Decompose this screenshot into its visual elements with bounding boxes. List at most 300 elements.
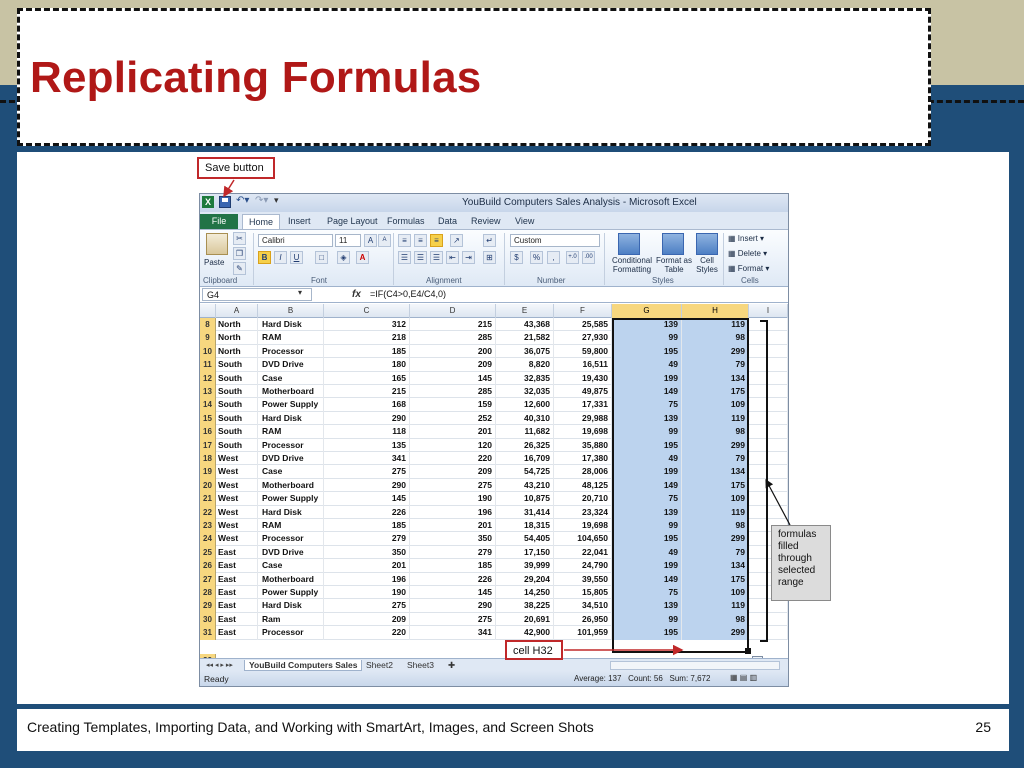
cell-f[interactable]: 16,511 [554, 358, 612, 371]
cell-i[interactable] [749, 425, 788, 438]
cell-f[interactable]: 29,988 [554, 412, 612, 425]
cell-h[interactable]: 119 [682, 506, 749, 519]
cell-g[interactable]: 139 [612, 506, 682, 519]
row-header[interactable]: 20 [200, 479, 216, 492]
cell-i[interactable] [749, 626, 788, 639]
cell-c[interactable]: 145 [324, 492, 410, 505]
font-color-icon[interactable]: A [356, 251, 369, 264]
cell-f[interactable]: 25,585 [554, 318, 612, 331]
cell-c[interactable]: 118 [324, 425, 410, 438]
cell-c[interactable]: 275 [324, 599, 410, 612]
cell-e[interactable]: 8,820 [496, 358, 554, 371]
cell-h[interactable]: 299 [682, 345, 749, 358]
cell-e[interactable]: 26,325 [496, 439, 554, 452]
cell-e[interactable]: 54,405 [496, 532, 554, 545]
cell-d[interactable]: 275 [410, 479, 496, 492]
cell-e[interactable]: 31,414 [496, 506, 554, 519]
cell-h[interactable]: 79 [682, 452, 749, 465]
column-header-f[interactable]: F [554, 304, 612, 318]
paste-icon[interactable] [206, 233, 228, 255]
row-header[interactable]: 10 [200, 345, 216, 358]
cell-h[interactable]: 98 [682, 519, 749, 532]
bold-button[interactable]: B [258, 251, 271, 264]
column-header-a[interactable]: A [216, 304, 258, 318]
cell-region[interactable]: South [216, 385, 258, 398]
cell-g[interactable]: 149 [612, 479, 682, 492]
cell-i[interactable] [749, 599, 788, 612]
cell-d[interactable]: 159 [410, 398, 496, 411]
row-header[interactable]: 11 [200, 358, 216, 371]
cell-g[interactable]: 199 [612, 372, 682, 385]
cell-f[interactable]: 26,950 [554, 613, 612, 626]
function-icon[interactable]: fx [352, 289, 361, 300]
cell-d[interactable]: 290 [410, 599, 496, 612]
fill-color-icon[interactable]: ◈ [337, 251, 350, 264]
cell-d[interactable]: 185 [410, 559, 496, 572]
percent-button[interactable]: % [530, 251, 543, 264]
cell-region[interactable]: West [216, 506, 258, 519]
underline-button[interactable]: U [290, 251, 303, 264]
cell-region[interactable]: East [216, 559, 258, 572]
row-header[interactable]: 26 [200, 559, 216, 572]
cell-f[interactable]: 17,380 [554, 452, 612, 465]
cell-i[interactable] [749, 398, 788, 411]
cell-product[interactable]: Motherboard [258, 479, 324, 492]
cell-h[interactable]: 119 [682, 318, 749, 331]
format-as-table-icon[interactable] [662, 233, 684, 255]
row-header[interactable]: 14 [200, 398, 216, 411]
select-all-corner[interactable] [200, 304, 216, 318]
cell-c[interactable]: 168 [324, 398, 410, 411]
cell-e[interactable]: 43,210 [496, 479, 554, 492]
cell-region[interactable]: East [216, 626, 258, 639]
cell-d[interactable]: 190 [410, 492, 496, 505]
cell-c[interactable]: 190 [324, 586, 410, 599]
orientation-icon[interactable]: ↗ [450, 234, 463, 247]
formula-input[interactable]: =IF(C4>0,E4/C4,0) [370, 289, 447, 299]
cell-g[interactable]: 195 [612, 532, 682, 545]
cell-c[interactable]: 220 [324, 626, 410, 639]
cell-region[interactable]: West [216, 479, 258, 492]
cell-product[interactable]: Ram [258, 613, 324, 626]
cell-e[interactable]: 21,582 [496, 331, 554, 344]
column-header-i[interactable]: I [749, 304, 788, 318]
row-header[interactable]: 13 [200, 385, 216, 398]
cell-product[interactable]: Hard Disk [258, 412, 324, 425]
cell-e[interactable]: 36,075 [496, 345, 554, 358]
row-header[interactable]: 28 [200, 586, 216, 599]
align-bottom-icon[interactable]: ≡ [430, 234, 443, 247]
cell-c[interactable]: 185 [324, 519, 410, 532]
cell-e[interactable]: 29,204 [496, 573, 554, 586]
cell-i[interactable] [749, 479, 788, 492]
row-header[interactable]: 24 [200, 532, 216, 545]
cell-e[interactable]: 39,999 [496, 559, 554, 572]
cell-product[interactable]: Hard Disk [258, 318, 324, 331]
cell-c[interactable]: 215 [324, 385, 410, 398]
cell-g[interactable]: 49 [612, 358, 682, 371]
cell-e[interactable]: 12,600 [496, 398, 554, 411]
cell-g[interactable]: 149 [612, 385, 682, 398]
cell-f[interactable]: 22,041 [554, 546, 612, 559]
increase-indent-icon[interactable]: ⇥ [462, 251, 475, 264]
cell-h[interactable]: 134 [682, 559, 749, 572]
cell-g[interactable]: 99 [612, 519, 682, 532]
cell-c[interactable]: 290 [324, 479, 410, 492]
row-header[interactable]: 12 [200, 372, 216, 385]
cell-i[interactable] [749, 358, 788, 371]
cell-e[interactable]: 38,225 [496, 599, 554, 612]
cell-product[interactable]: Power Supply [258, 586, 324, 599]
cell-product[interactable]: Motherboard [258, 385, 324, 398]
cell-c[interactable]: 312 [324, 318, 410, 331]
cell-f[interactable]: 101,959 [554, 626, 612, 639]
insert-cells-button[interactable]: ▦ Insert ▾ [728, 234, 765, 243]
cell-g[interactable]: 99 [612, 425, 682, 438]
cell-f[interactable]: 48,125 [554, 479, 612, 492]
cell-i[interactable] [749, 465, 788, 478]
cell-h[interactable]: 134 [682, 372, 749, 385]
conditional-formatting-button[interactable]: Conditional Formatting [611, 256, 653, 274]
format-painter-icon[interactable]: ✎ [233, 262, 246, 275]
cut-icon[interactable]: ✂ [233, 232, 246, 245]
merge-center-icon[interactable]: ⊞ [483, 251, 496, 264]
cell-product[interactable]: Processor [258, 626, 324, 639]
cell-product[interactable]: Power Supply [258, 492, 324, 505]
cell-i[interactable] [749, 385, 788, 398]
name-box[interactable]: G4 [202, 288, 312, 301]
cell-g[interactable]: 195 [612, 345, 682, 358]
cell-h[interactable]: 98 [682, 425, 749, 438]
cell-region[interactable]: South [216, 398, 258, 411]
cell-e[interactable]: 18,315 [496, 519, 554, 532]
cell-i[interactable] [749, 372, 788, 385]
cell-region[interactable]: East [216, 586, 258, 599]
grow-font-icon[interactable]: A [364, 234, 377, 247]
cell-e[interactable]: 17,150 [496, 546, 554, 559]
cell-i[interactable] [749, 331, 788, 344]
row-header[interactable]: 16 [200, 425, 216, 438]
tab-data[interactable]: Data [438, 216, 458, 226]
cell-d[interactable]: 201 [410, 519, 496, 532]
cell-e[interactable]: 54,725 [496, 465, 554, 478]
cell-product[interactable]: Motherboard [258, 573, 324, 586]
cell-h[interactable]: 119 [682, 412, 749, 425]
cell-region[interactable]: East [216, 599, 258, 612]
cell-h[interactable]: 175 [682, 385, 749, 398]
cell-e[interactable]: 16,709 [496, 452, 554, 465]
cell-region[interactable]: East [216, 573, 258, 586]
cell-g[interactable]: 99 [612, 613, 682, 626]
chevron-down-icon[interactable]: ▾ [298, 288, 303, 297]
cell-h[interactable]: 79 [682, 546, 749, 559]
row-header[interactable]: 30 [200, 613, 216, 626]
cell-f[interactable]: 15,805 [554, 586, 612, 599]
tab-file[interactable]: File [200, 214, 238, 229]
cell-styles-icon[interactable] [696, 233, 718, 255]
cell-g[interactable]: 49 [612, 546, 682, 559]
cell-c[interactable]: 165 [324, 372, 410, 385]
cell-d[interactable]: 285 [410, 385, 496, 398]
cell-region[interactable]: West [216, 519, 258, 532]
cell-d[interactable]: 350 [410, 532, 496, 545]
cell-product[interactable]: Processor [258, 532, 324, 545]
cell-product[interactable]: Hard Disk [258, 506, 324, 519]
cell-g[interactable]: 49 [612, 452, 682, 465]
tab-view[interactable]: View [515, 216, 535, 226]
cell-h[interactable]: 134 [682, 465, 749, 478]
cell-e[interactable]: 32,835 [496, 372, 554, 385]
cell-g[interactable]: 199 [612, 465, 682, 478]
cell-f[interactable]: 104,650 [554, 532, 612, 545]
cell-h[interactable]: 109 [682, 586, 749, 599]
cell-i[interactable] [749, 452, 788, 465]
cell-region[interactable]: North [216, 331, 258, 344]
cell-i[interactable] [749, 613, 788, 626]
cell-region[interactable]: South [216, 425, 258, 438]
cell-c[interactable]: 350 [324, 546, 410, 559]
cell-c[interactable]: 290 [324, 412, 410, 425]
view-buttons[interactable]: ▦ ▤ ▥ [730, 673, 758, 682]
cell-g[interactable]: 199 [612, 559, 682, 572]
cell-d[interactable]: 200 [410, 345, 496, 358]
cell-i[interactable] [749, 412, 788, 425]
cell-h[interactable]: 98 [682, 331, 749, 344]
cell-product[interactable]: Power Supply [258, 398, 324, 411]
cell-f[interactable]: 49,875 [554, 385, 612, 398]
row-header[interactable]: 31 [200, 626, 216, 639]
center-icon[interactable]: ☰ [414, 251, 427, 264]
row-header[interactable]: 18 [200, 452, 216, 465]
cell-c[interactable]: 275 [324, 465, 410, 478]
row-header[interactable]: 27 [200, 573, 216, 586]
cell-region[interactable]: West [216, 452, 258, 465]
cell-region[interactable]: West [216, 465, 258, 478]
tab-review[interactable]: Review [471, 216, 501, 226]
cell-i[interactable] [749, 492, 788, 505]
cell-region[interactable]: East [216, 546, 258, 559]
cell-i[interactable] [749, 506, 788, 519]
cell-f[interactable]: 23,324 [554, 506, 612, 519]
cell-f[interactable]: 35,880 [554, 439, 612, 452]
cell-d[interactable]: 252 [410, 412, 496, 425]
cell-h[interactable]: 299 [682, 532, 749, 545]
cell-e[interactable]: 43,368 [496, 318, 554, 331]
cell-region[interactable]: South [216, 372, 258, 385]
row-header[interactable]: 19 [200, 465, 216, 478]
cell-e[interactable]: 40,310 [496, 412, 554, 425]
align-right-icon[interactable]: ☰ [430, 251, 443, 264]
cell-c[interactable]: 185 [324, 345, 410, 358]
sheet-tab-youbuild[interactable]: YouBuild Computers Sales [244, 660, 362, 671]
cell-d[interactable]: 275 [410, 613, 496, 626]
cell-product[interactable]: Hard Disk [258, 599, 324, 612]
row-header[interactable]: 8 [200, 318, 216, 331]
column-header-b[interactable]: B [258, 304, 324, 318]
cell-g[interactable]: 75 [612, 492, 682, 505]
number-format-select[interactable]: Custom [510, 234, 600, 247]
cell-e[interactable]: 11,682 [496, 425, 554, 438]
delete-cells-button[interactable]: ▦ Delete ▾ [728, 249, 768, 258]
cell-region[interactable]: South [216, 412, 258, 425]
cell-e[interactable]: 42,900 [496, 626, 554, 639]
cell-f[interactable]: 59,800 [554, 345, 612, 358]
italic-button[interactable]: I [274, 251, 287, 264]
column-header-d[interactable]: D [410, 304, 496, 318]
cell-h[interactable]: 299 [682, 439, 749, 452]
cell-d[interactable]: 209 [410, 465, 496, 478]
cell-i[interactable] [749, 345, 788, 358]
cell-product[interactable]: DVD Drive [258, 452, 324, 465]
cell-f[interactable]: 19,430 [554, 372, 612, 385]
cell-c[interactable]: 226 [324, 506, 410, 519]
save-icon[interactable] [219, 196, 231, 208]
tab-home[interactable]: Home [242, 214, 280, 229]
row-header[interactable]: 22 [200, 506, 216, 519]
cell-product[interactable]: Processor [258, 439, 324, 452]
fill-handle[interactable] [745, 648, 751, 654]
row-header[interactable]: 17 [200, 439, 216, 452]
format-cells-button[interactable]: ▦ Format ▾ [728, 264, 770, 273]
row-header[interactable]: 15 [200, 412, 216, 425]
row-header[interactable]: 25 [200, 546, 216, 559]
column-header-e[interactable]: E [496, 304, 554, 318]
cell-f[interactable]: 19,698 [554, 425, 612, 438]
cell-product[interactable]: Case [258, 465, 324, 478]
cell-c[interactable]: 180 [324, 358, 410, 371]
cell-e[interactable]: 14,250 [496, 586, 554, 599]
horizontal-scrollbar[interactable] [610, 661, 780, 670]
cell-product[interactable]: RAM [258, 519, 324, 532]
cell-e[interactable]: 10,875 [496, 492, 554, 505]
column-header-h[interactable]: H [682, 304, 749, 318]
cell-d[interactable]: 120 [410, 439, 496, 452]
conditional-formatting-icon[interactable] [618, 233, 640, 255]
cell-h[interactable]: 98 [682, 613, 749, 626]
cell-f[interactable]: 24,790 [554, 559, 612, 572]
cell-d[interactable]: 341 [410, 626, 496, 639]
sheet-nav-arrows[interactable]: ◂◂ ◂ ▸ ▸▸ [206, 662, 233, 669]
cell-product[interactable]: RAM [258, 425, 324, 438]
worksheet-grid[interactable] [200, 304, 788, 656]
wrap-text-icon[interactable]: ↵ [483, 234, 496, 247]
cell-f[interactable]: 39,550 [554, 573, 612, 586]
font-name-select[interactable]: Calibri [258, 234, 333, 247]
cell-d[interactable]: 220 [410, 452, 496, 465]
column-header-g[interactable]: G [612, 304, 682, 318]
currency-button[interactable]: $ [510, 251, 523, 264]
cell-styles-button[interactable]: Cell Styles [696, 256, 718, 274]
cell-e[interactable]: 32,035 [496, 385, 554, 398]
cell-region[interactable]: North [216, 345, 258, 358]
cell-f[interactable]: 28,006 [554, 465, 612, 478]
cell-h[interactable]: 79 [682, 358, 749, 371]
cell-product[interactable]: Case [258, 372, 324, 385]
cell-g[interactable]: 139 [612, 318, 682, 331]
cell-product[interactable]: RAM [258, 331, 324, 344]
cell-g[interactable]: 139 [612, 412, 682, 425]
cell-f[interactable]: 19,698 [554, 519, 612, 532]
cell-c[interactable]: 209 [324, 613, 410, 626]
cell-product[interactable]: Processor [258, 345, 324, 358]
cell-i[interactable] [749, 439, 788, 452]
cell-f[interactable]: 34,510 [554, 599, 612, 612]
insert-sheet-icon[interactable]: ✚ [448, 660, 456, 670]
decrease-decimal-icon[interactable]: .00 [582, 251, 595, 264]
cell-c[interactable]: 135 [324, 439, 410, 452]
cell-g[interactable]: 99 [612, 331, 682, 344]
cell-h[interactable]: 175 [682, 479, 749, 492]
cell-c[interactable]: 201 [324, 559, 410, 572]
cell-region[interactable]: North [216, 318, 258, 331]
cell-product[interactable]: Case [258, 559, 324, 572]
cell-h[interactable]: 299 [682, 626, 749, 639]
cell-f[interactable]: 27,930 [554, 331, 612, 344]
cell-h[interactable]: 109 [682, 492, 749, 505]
cell-region[interactable]: West [216, 492, 258, 505]
cell-g[interactable]: 149 [612, 573, 682, 586]
cell-f[interactable]: 20,710 [554, 492, 612, 505]
row-header[interactable]: 21 [200, 492, 216, 505]
cell-region[interactable]: West [216, 532, 258, 545]
cell-g[interactable]: 139 [612, 599, 682, 612]
cell-d[interactable]: 145 [410, 586, 496, 599]
borders-icon[interactable]: □ [315, 251, 328, 264]
cell-region[interactable]: South [216, 358, 258, 371]
row-header[interactable]: 29 [200, 599, 216, 612]
row-header[interactable]: 23 [200, 519, 216, 532]
font-size-select[interactable]: 11 [335, 234, 361, 247]
cell-d[interactable]: 215 [410, 318, 496, 331]
cell-h[interactable]: 109 [682, 398, 749, 411]
customize-toolbar-icon[interactable]: ▾ [274, 195, 279, 205]
cell-d[interactable]: 279 [410, 546, 496, 559]
tab-page-layout[interactable]: Page Layout [327, 216, 378, 226]
decrease-indent-icon[interactable]: ⇤ [446, 251, 459, 264]
cell-h[interactable]: 175 [682, 573, 749, 586]
format-as-table-button[interactable]: Format as Table [655, 256, 692, 274]
copy-icon[interactable]: ❐ [233, 247, 246, 260]
paste-button[interactable]: Paste [204, 258, 225, 267]
tab-insert[interactable]: Insert [288, 216, 311, 226]
cell-f[interactable]: 17,331 [554, 398, 612, 411]
cell-c[interactable]: 218 [324, 331, 410, 344]
align-left-icon[interactable]: ☰ [398, 251, 411, 264]
cell-d[interactable]: 209 [410, 358, 496, 371]
cell-d[interactable]: 285 [410, 331, 496, 344]
cell-product[interactable]: DVD Drive [258, 358, 324, 371]
align-top-icon[interactable]: ≡ [398, 234, 411, 247]
cell-g[interactable]: 75 [612, 586, 682, 599]
align-middle-icon[interactable]: ≡ [414, 234, 427, 247]
cell-c[interactable]: 279 [324, 532, 410, 545]
cell-product[interactable]: DVD Drive [258, 546, 324, 559]
row-header[interactable]: 9 [200, 331, 216, 344]
tab-formulas[interactable]: Formulas [387, 216, 425, 226]
cell-g[interactable]: 195 [612, 439, 682, 452]
cell-d[interactable]: 226 [410, 573, 496, 586]
increase-decimal-icon[interactable]: +.0 [566, 251, 579, 264]
cell-region[interactable]: South [216, 439, 258, 452]
cell-e[interactable]: 20,691 [496, 613, 554, 626]
cell-h[interactable]: 119 [682, 599, 749, 612]
cell-d[interactable]: 145 [410, 372, 496, 385]
shrink-font-icon[interactable]: A [378, 234, 391, 247]
cell-g[interactable]: 75 [612, 398, 682, 411]
cell-c[interactable]: 196 [324, 573, 410, 586]
column-header-c[interactable]: C [324, 304, 410, 318]
cell-d[interactable]: 196 [410, 506, 496, 519]
